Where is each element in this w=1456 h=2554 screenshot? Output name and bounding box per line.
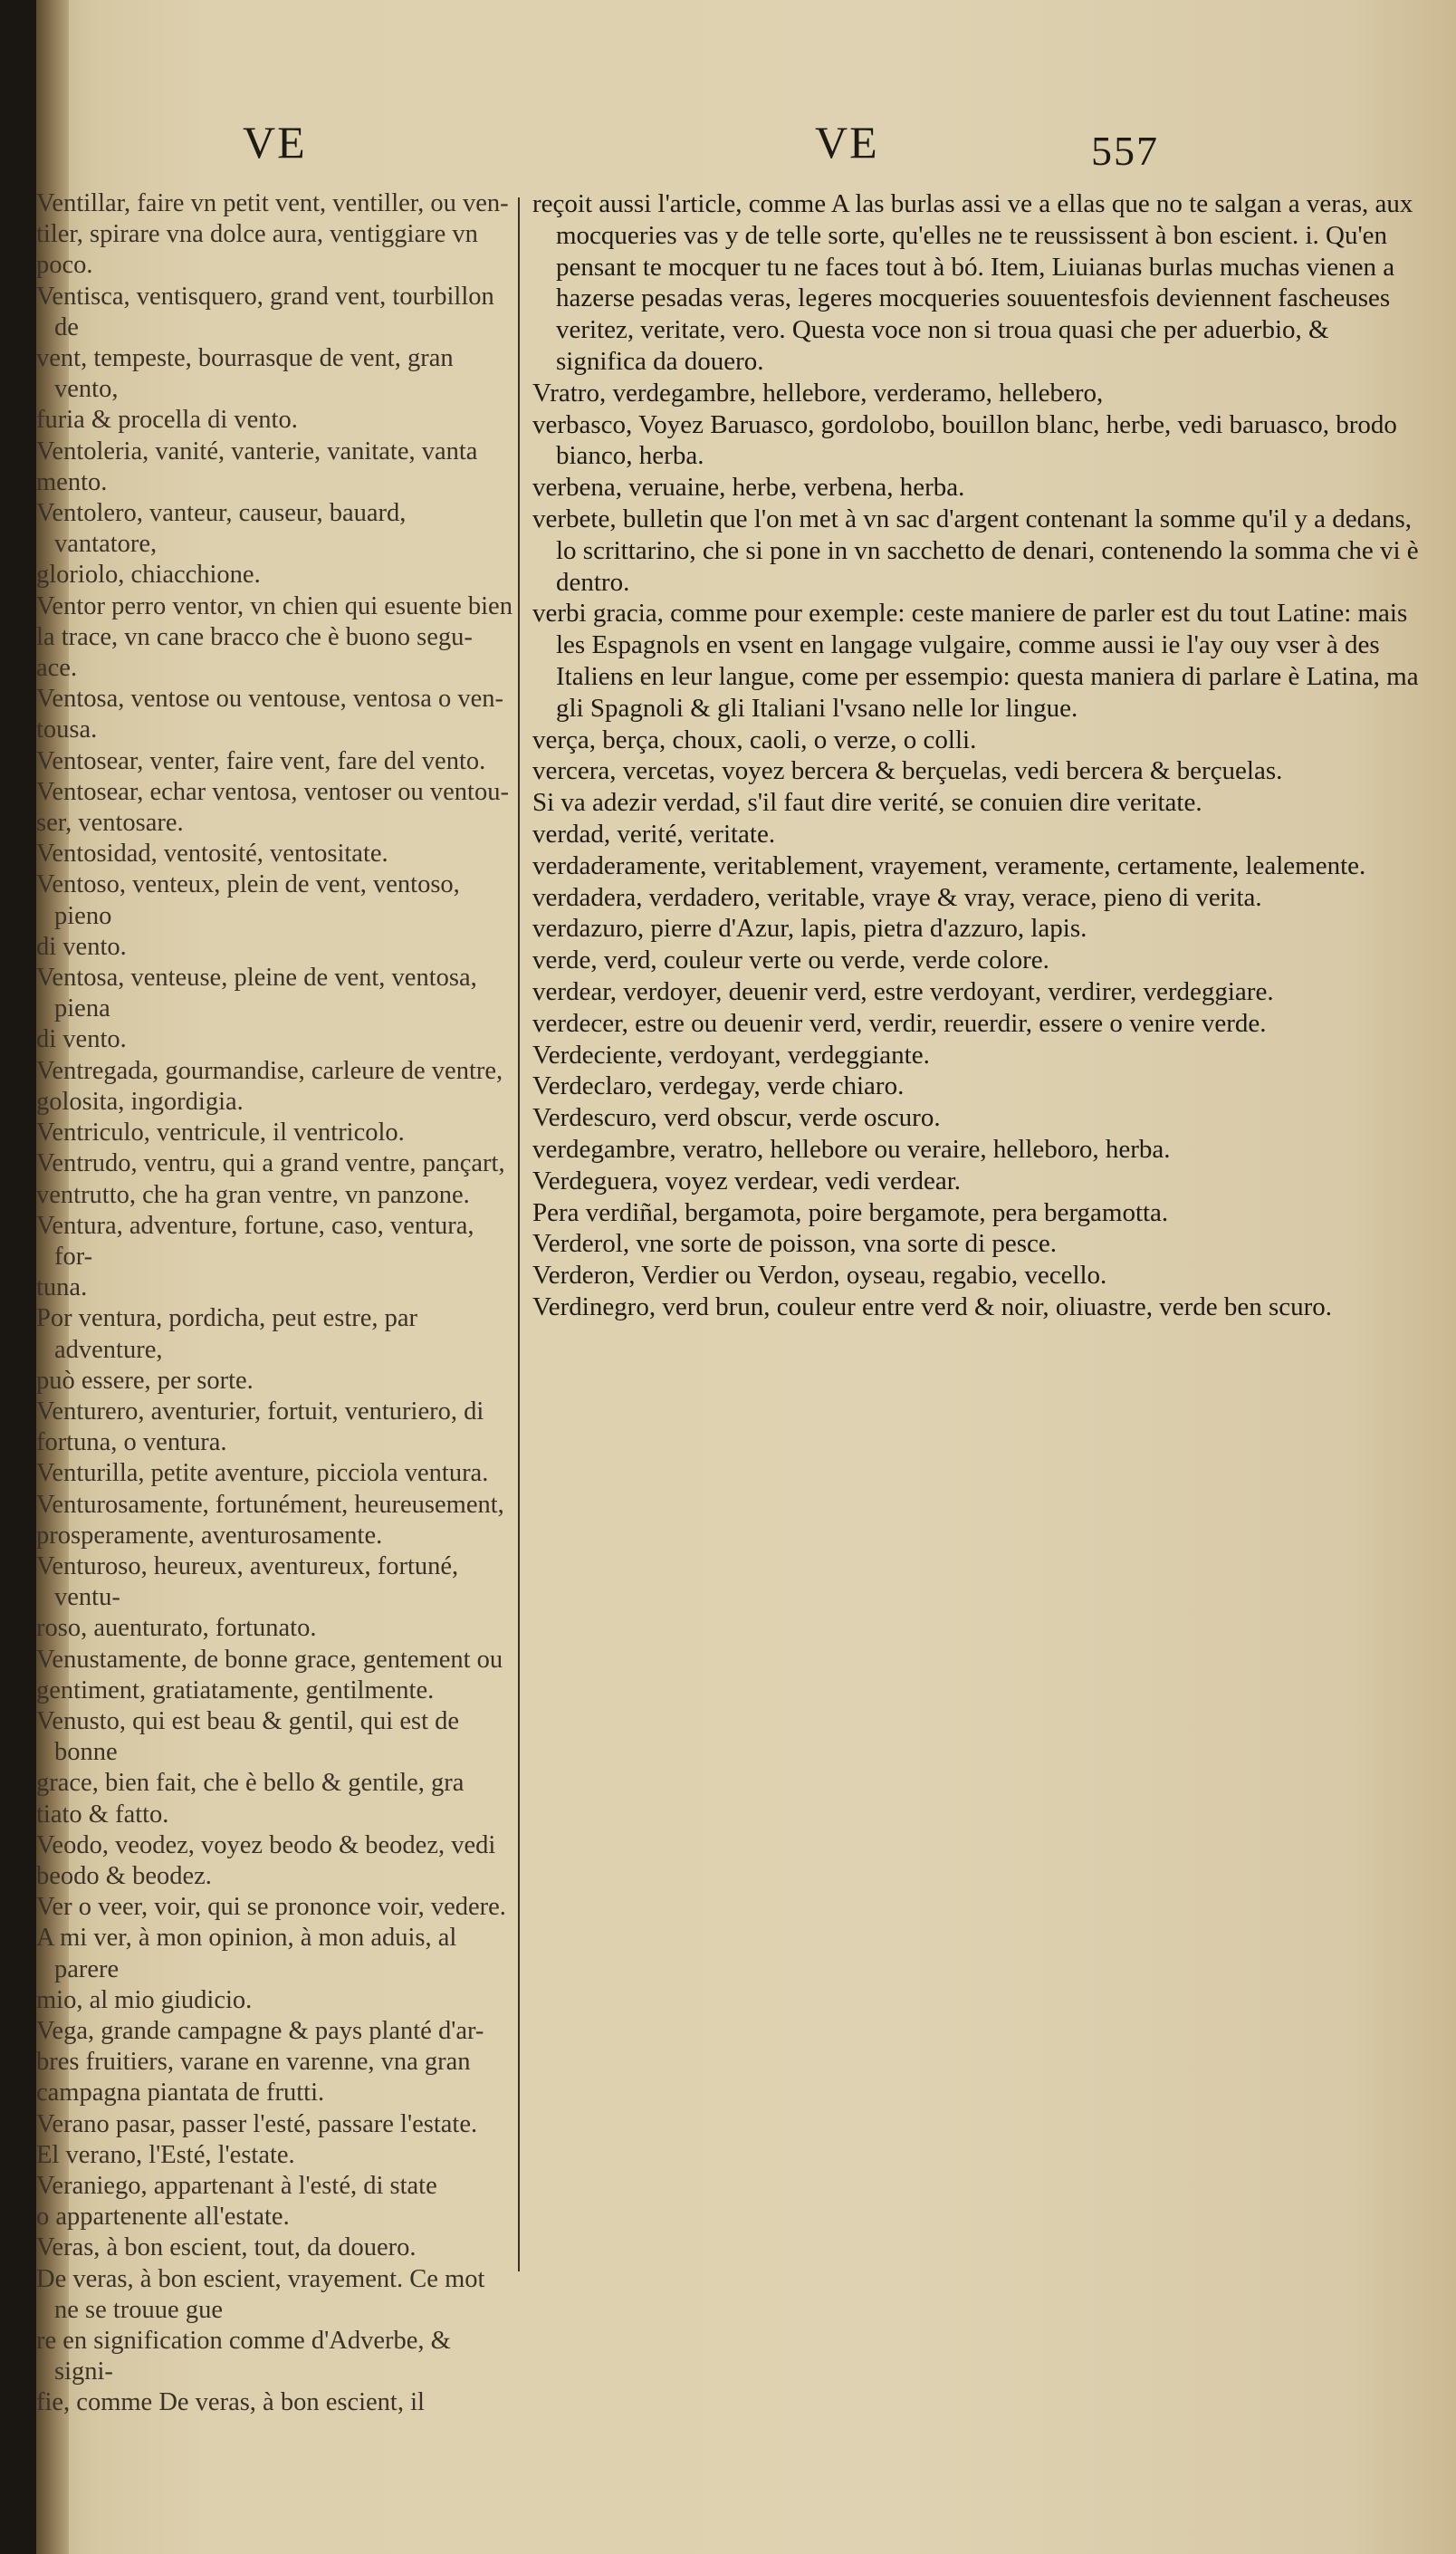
dictionary-line: A mi ver, à mon opinion, à mon aduis, al parere (36, 1924, 457, 1983)
dictionary-line: Ventregada, gourmandise, carleure de ventre, (36, 1056, 503, 1085)
dictionary-entry: verdadera, verdadero, veritable, vraye & vray, verace, pieno di verita. (532, 882, 1262, 912)
dictionary-entry: verdear, verdoyer, deuenir verd, estre verdoyant, verdirer, verdeggiare. (532, 976, 1274, 1006)
book-page (36, 0, 1456, 2554)
dictionary-line: Veraniego, appartenant à l'esté, di state (36, 2172, 437, 2200)
dictionary-line: di vento. (36, 1025, 127, 1054)
dictionary-line: Veodo, veodez, voyez beodo & beodez, vedi (36, 1830, 496, 1859)
dictionary-line: Ventosidad, ventosité, ventositate. (36, 840, 388, 869)
dictionary-line: la trace, vn cane bracco che è buono segu- (36, 622, 473, 651)
dictionary-entry: Verderol, vne sorte de poisson, vna sorte di pesce. (532, 1229, 1058, 1259)
dictionary-entry: Verdeciente, verdoyant, verdeggiante. (532, 1040, 930, 1070)
dictionary-line: poco. (36, 251, 93, 280)
dictionary-line: Ventolero, vanteur, causeur, bauard, vantatore, (36, 499, 407, 559)
dictionary-line: fortuna, o ventura. (36, 1428, 227, 1457)
dictionary-line: Vega, grande campagne & pays planté d'ar- (36, 2016, 484, 2045)
left-column (36, 188, 514, 2419)
dictionary-line: bres fruitiers, varane en varenne, vna gran (36, 2048, 471, 2077)
dictionary-entry: verça, berça, choux, caoli, o verze, o colli. (532, 725, 977, 754)
dictionary-line: mento. (36, 467, 108, 496)
dictionary-line: Verano pasar, passer l'esté, passare l'estate. (36, 2109, 478, 2138)
dictionary-entry: Verdescuro, verd obscur, verde oscuro. (532, 1103, 941, 1133)
running-head-center: VE (815, 117, 879, 168)
dictionary-line: gentiment, gratiatamente, gentilmente. (36, 1675, 435, 1704)
dictionary-entry: verbasco, Voyez Baruasco, gordolobo, bouillon blanc, herbe, vedi baruasco, brodo bianco, herba. (532, 409, 1397, 471)
dictionary-line: campagna piantata de frutti. (36, 2079, 325, 2108)
dictionary-line: Ventoso, venteux, plein de vent, ventoso, pieno (36, 870, 460, 930)
running-head-left: VE (243, 117, 307, 168)
dictionary-entry: verdecer, estre ou deuenir verd, verdir, reuerdir, essere o venire verde. (532, 1008, 1267, 1038)
dictionary-line: golosita, ingordigia. (36, 1087, 244, 1116)
page-number: 557 (1091, 128, 1159, 174)
dictionary-line: ser, ventosare. (36, 809, 184, 838)
dictionary-line: Venturosamente, fortunément, heureusement, (36, 1490, 504, 1519)
dictionary-line: vent, tempeste, bourrasque de vent, gran vento, (36, 344, 454, 404)
dictionary-line: Por ventura, pordicha, peut estre, par adventure, (36, 1304, 418, 1364)
dictionary-line: Ventisca, ventisquero, grand vent, tourbillon de (36, 282, 494, 341)
dictionary-line: re en signification comme d'Adverbe, & signi- (36, 2327, 451, 2386)
dictionary-line: Ventriculo, ventricule, il ventricolo. (36, 1119, 405, 1147)
dictionary-line: Ventosa, ventose ou ventouse, ventosa o ven- (36, 685, 504, 714)
dictionary-line: Venturilla, petite aventure, picciola ventura. (36, 1459, 489, 1488)
dictionary-line: roso, auenturato, fortunato. (36, 1614, 317, 1643)
dictionary-entry: Pera verdiñal, bergamota, poire bergamote, pera bergamotta. (532, 1197, 1169, 1227)
dictionary-line: tiato & fatto. (36, 1800, 169, 1829)
dictionary-entry: verbi gracia, comme pour exemple: ceste maniere de parler est du tout Latine: mais les Espagnols en vsent en langage vulgaire, comme aussi ie l'ay ouy vser à des Italiens en leur langue, come per essempio: questa maniera di parlare è Latina, ma gli Spagnoli & gli Italiani l'vsano nelle lor lingue. (532, 599, 1419, 723)
dictionary-line: Ventor perro ventor, vn chien qui esuente bien (36, 591, 512, 620)
dictionary-entry: verdegambre, veratro, hellebore ou veraire, helleboro, herba. (532, 1134, 1171, 1164)
dictionary-line: ventrutto, che ha gran ventre, vn panzone. (36, 1180, 470, 1209)
dictionary-line: Ventosear, venter, faire vent, fare del vento. (36, 746, 486, 775)
dictionary-entry: Vratro, verdegambre, hellebore, verderamo, hellebero, (532, 378, 1104, 408)
dictionary-line: Venusto, qui est beau & gentil, qui est de bonne (36, 1706, 460, 1767)
dictionary-entry: Si va adezir verdad, s'il faut dire verité, se conuien dire veritate. (532, 788, 1202, 818)
dictionary-entry: reçoit aussi l'article, comme A las burlas assi ve a ellas que no te salgan a veras, aux mocqueries vas y de telle sorte, qu'elles ne te reussissent à bon escient. i. Qu'en pensant te mocquer tu ne faces tout à bó. Item, Liuianas burlas muchas vienen a hazerse pesadas veras, legeres mocqueries souuentesfois deviennent fascheuses veritez, veritate, vero. Questa voce non si troua quasi che per aduerbio, & significa da douero. (532, 189, 1413, 376)
dictionary-line: Ventura, adventure, fortune, caso, ventura, for- (36, 1211, 474, 1271)
dictionary-line: Venturero, aventurier, fortuit, venturiero, di (36, 1397, 484, 1426)
dictionary-line: Ventoleria, vanité, vanterie, vanitate, vanta (36, 437, 478, 466)
column-rule (518, 197, 520, 2271)
dictionary-line: o appartenente all'estate. (36, 2203, 290, 2232)
dictionary-line: beodo & beodez. (36, 1861, 212, 1890)
dictionary-entry: verde, verd, couleur verte ou verde, verde colore. (532, 946, 1049, 975)
dictionary-line: mio, al mio giudicio. (36, 1985, 253, 2014)
dictionary-line: Ventillar, faire vn petit vent, ventiller, ou ven- (36, 189, 509, 217)
dictionary-entry: verbena, veruaine, herbe, verbena, herba. (532, 473, 965, 503)
dictionary-entry: verdad, verité, veritate. (532, 819, 776, 849)
dictionary-line: tousa. (36, 715, 98, 744)
dictionary-entry: verdaderamente, veritablement, vrayement, veramente, certamente, lealemente. (532, 850, 1366, 880)
dictionary-line: De veras, à bon escient, vrayement. Ce mot ne se trouue gue (36, 2264, 485, 2324)
dictionary-entry: Verdinegro, verd brun, couleur entre verd & noir, oliuastre, verde ben scuro. (532, 1291, 1333, 1321)
dictionary-line: prosperamente, aventurosamente. (36, 1521, 383, 1550)
dictionary-line: tuna. (36, 1273, 88, 1302)
dictionary-line: El verano, l'Esté, l'estate. (36, 2140, 295, 2169)
dictionary-line: Ventrudo, ventru, qui a grand ventre, pançart, (36, 1149, 505, 1178)
dictionary-entry: Verdeclaro, verdegay, verde chiaro. (532, 1071, 905, 1101)
dictionary-line: gloriolo, chiacchione. (36, 561, 261, 590)
dictionary-line: Ventosear, echar ventosa, ventoser ou ventou- (36, 777, 509, 806)
dictionary-line: Ventosa, venteuse, pleine de vent, ventosa, piena (36, 964, 477, 1023)
dictionary-line: fie, comme De veras, à bon escient, il (36, 2388, 425, 2417)
dictionary-entry: Verdeguera, voyez verdear, vedi verdear. (532, 1166, 962, 1195)
dictionary-line: ace. (36, 654, 78, 683)
dictionary-line: può essere, per sorte. (36, 1366, 254, 1395)
dictionary-entry: vercera, vercetas, voyez bercera & berçuelas, vedi bercera & berçuelas. (532, 756, 1283, 786)
dictionary-entry: verdazuro, pierre d'Azur, lapis, pietra d'azzuro, lapis. (532, 914, 1087, 944)
dictionary-line: Veras, à bon escient, tout, da douero. (36, 2233, 417, 2262)
right-column (532, 188, 1425, 1323)
dictionary-line: Ver o veer, voir, qui se prononce voir, vedere. (36, 1893, 506, 1922)
dictionary-line: grace, bien fait, che è bello & gentile, gra (36, 1769, 465, 1798)
dictionary-entry: verbete, bulletin que l'on met à vn sac d'argent contenant la somme qu'il y a dedans, lo scrittarino, che si pone in vn sacchetto de denari, contenendo la somma che vi è dentro. (532, 504, 1419, 597)
dictionary-line: di vento. (36, 932, 127, 961)
dictionary-line: Venturoso, heureux, aventureux, fortuné, ventu- (36, 1551, 459, 1612)
dictionary-entry: Verderon, Verdier ou Verdon, oyseau, regabio, vecello. (532, 1261, 1107, 1291)
dictionary-line: Venustamente, de bonne grace, gentement ou (36, 1645, 503, 1674)
dictionary-line: tiler, spirare vna dolce aura, ventiggiare vn (36, 220, 478, 249)
dictionary-line: furia & procella di vento. (36, 406, 298, 435)
